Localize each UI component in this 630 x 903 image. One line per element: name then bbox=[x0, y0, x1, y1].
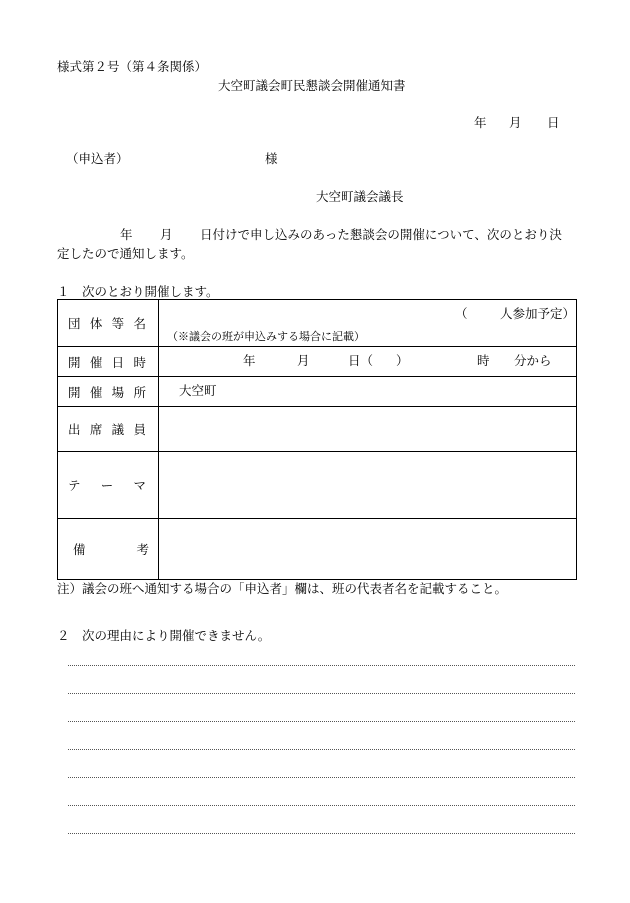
date-month-label: 月 bbox=[509, 115, 522, 130]
body-month-label: 月 bbox=[160, 227, 173, 242]
group-name-label-cell bbox=[58, 300, 159, 347]
datetime-month-label: 月 bbox=[297, 353, 310, 368]
reason-line-3[interactable] bbox=[68, 721, 575, 722]
datetime-year-label: 年 bbox=[243, 353, 256, 368]
remarks-label-cell bbox=[58, 519, 159, 580]
date-day-label: 日 bbox=[547, 115, 560, 130]
theme-row bbox=[58, 452, 577, 519]
place-label: 開 催 場 所 bbox=[68, 384, 146, 400]
group-name-row bbox=[58, 300, 577, 347]
datetime-hour-label: 時 bbox=[477, 353, 490, 368]
body-year-label: 年 bbox=[120, 227, 133, 242]
body-text-line1: 日付けで申し込みのあった懇談会の開催について、次のとおり決 bbox=[200, 227, 562, 242]
theme-label-cell bbox=[58, 452, 159, 519]
datetime-minute-label: 分から bbox=[514, 353, 552, 368]
reason-line-7[interactable] bbox=[68, 833, 575, 834]
document-title: 大空町議会町民懇談会開催通知書 bbox=[218, 78, 406, 93]
group-note: （※議会の班が申込みする場合に記載） bbox=[167, 330, 365, 343]
remarks-value-cell[interactable] bbox=[159, 519, 577, 580]
place-value: 大空町 bbox=[179, 383, 217, 398]
group-name-label: 団 体 等 名 bbox=[68, 316, 146, 331]
reason-line-6[interactable] bbox=[68, 805, 575, 806]
participants-label: 人参加予定） bbox=[500, 306, 576, 321]
reason-line-2[interactable] bbox=[68, 693, 575, 694]
reason-line-4[interactable] bbox=[68, 749, 575, 750]
remarks-row bbox=[58, 519, 577, 580]
members-label-cell bbox=[58, 407, 159, 452]
place-value-cell[interactable] bbox=[159, 377, 577, 407]
remarks-label: 備 考 bbox=[73, 542, 149, 557]
section1-heading: １ 次のとおり開催します。 bbox=[57, 284, 219, 299]
datetime-row bbox=[58, 347, 577, 377]
datetime-paren-close: ） bbox=[396, 353, 409, 368]
place-label-cell bbox=[58, 377, 159, 407]
event-details-table bbox=[57, 299, 577, 580]
place-row bbox=[58, 377, 577, 407]
participants-paren-open: （ bbox=[455, 306, 468, 321]
reason-line-1[interactable] bbox=[68, 665, 575, 666]
theme-value-cell[interactable] bbox=[159, 452, 577, 519]
datetime-label: 開 催 日 時 bbox=[68, 354, 146, 370]
honorific-label: 様 bbox=[265, 151, 278, 166]
group-name-value-cell[interactable] bbox=[159, 300, 577, 347]
body-text-line2: 定したので通知します。 bbox=[57, 246, 194, 261]
form-number: 様式第２号（第４条関係） bbox=[57, 59, 208, 74]
datetime-label-cell bbox=[58, 347, 159, 377]
date-year-label: 年 bbox=[474, 115, 487, 130]
theme-label: テ ー マ bbox=[68, 478, 146, 493]
sender-name: 大空町議会議長 bbox=[316, 189, 404, 204]
members-label: 出 席 議 員 bbox=[68, 422, 146, 437]
reason-line-5[interactable] bbox=[68, 777, 575, 778]
datetime-value-cell[interactable] bbox=[159, 347, 577, 377]
applicant-label: （申込者） bbox=[66, 151, 129, 166]
datetime-day-label: 日（ bbox=[348, 353, 374, 368]
members-value-cell[interactable] bbox=[159, 407, 577, 452]
section2-heading: ２ 次の理由により開催できません。 bbox=[57, 628, 271, 643]
members-row bbox=[58, 407, 577, 452]
footnote: 注）議会の班へ通知する場合の「申込者」欄は、班の代表者名を記載すること。 bbox=[57, 581, 508, 596]
